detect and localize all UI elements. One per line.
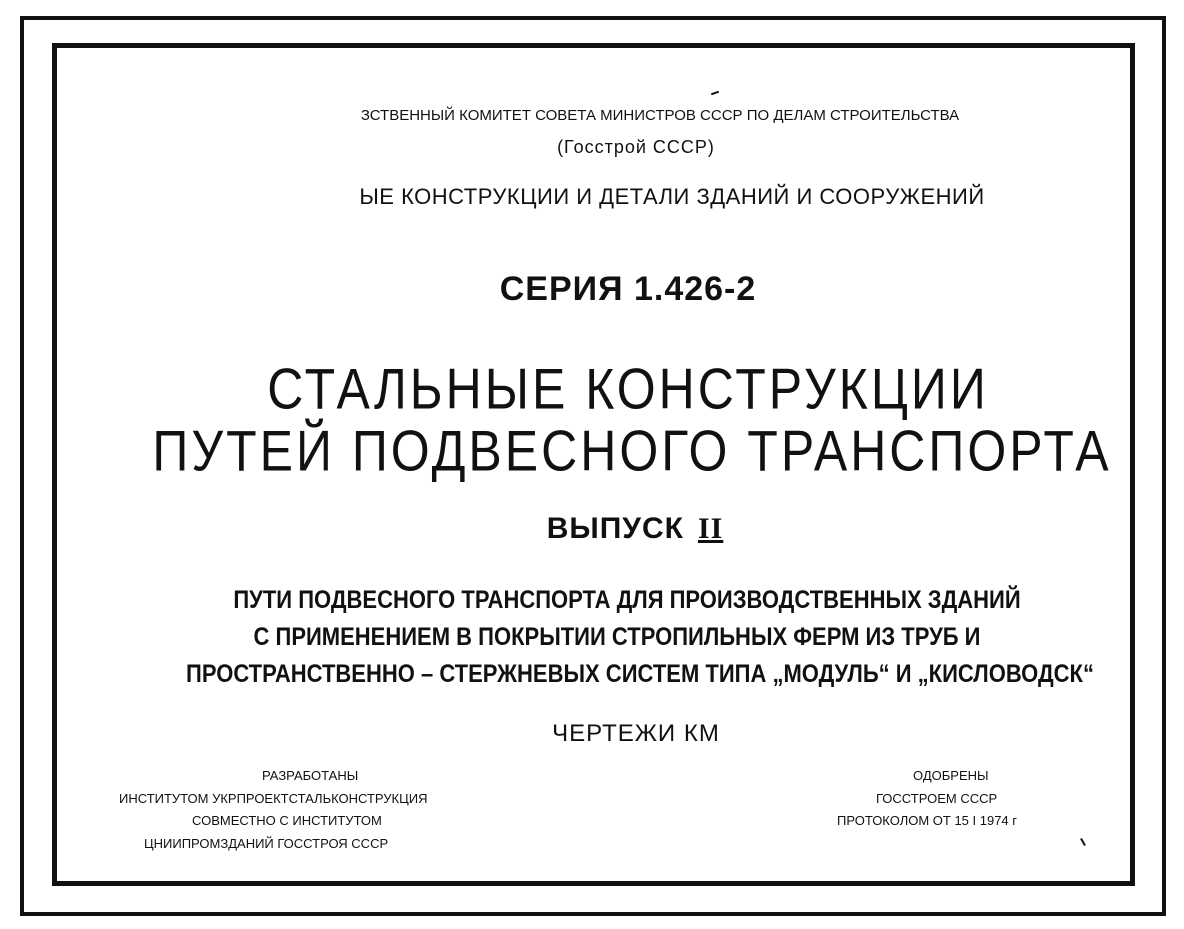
document-title-line-1: СТАЛЬНЫЕ КОНСТРУКЦИИ [267, 356, 989, 421]
developed-line-1: ИНСТИТУТОМ УКРПРОЕКТСТАЛЬКОНСТРУКЦИЯ [119, 791, 428, 806]
description-line-1: ПУТИ ПОДВЕСНОГО ТРАНСПОРТА ДЛЯ ПРОИЗВОДСТВЕННЫХ ЗДАНИЙ [233, 585, 1021, 614]
issue-heading [547, 512, 724, 546]
approved-line-2: ПРОТОКОЛОМ ОТ 15 I 1974 г [837, 813, 1018, 828]
document-title-line-2: ПУТЕЙ ПОДВЕСНОГО ТРАНСПОРТА [152, 418, 1112, 483]
approved-heading: ОДОБРЕНЫ [913, 768, 989, 783]
series-number: СЕРИЯ 1.426-2 [499, 270, 757, 308]
collection-heading: ЫЕ КОНСТРУКЦИИ И ДЕТАЛИ ЗДАНИЙ И СООРУЖЕНИЙ [359, 184, 985, 209]
description-line-3: ПРОСТРАНСТВЕННО – СТЕРЖНЕВЫХ СИСТЕМ ТИПА „МОДУЛЬ“ И „КИСЛОВОДСК“ [186, 659, 1094, 688]
approved-line-1: ГОССТРОЕМ СССР [876, 791, 998, 806]
developed-line-2: СОВМЕСТНО С ИНСТИТУТОМ [192, 813, 382, 828]
issue-label: ВЫПУСК [546, 512, 684, 545]
developed-heading: РАЗРАБОТАНЫ [262, 768, 359, 783]
drawings-label: ЧЕРТЕЖИ КМ [552, 720, 720, 747]
description-line-2: С ПРИМЕНЕНИЕМ В ПОКРЫТИИ СТРОПИЛЬНЫХ ФЕРМ ИЗ ТРУБ И [253, 622, 981, 651]
gosstroy-subheading: (Госстрой СССР) [557, 137, 715, 157]
issue-number: II [697, 512, 724, 545]
developed-line-3: ЦНИИПРОМЗДАНИЙ ГОССТРОЯ СССР [144, 836, 389, 851]
committee-heading: ЗСТВЕННЫЙ КОМИТЕТ СОВЕТА МИНИСТРОВ СССР ПО ДЕЛАМ СТРОИТЕЛЬСТВА [360, 107, 960, 124]
